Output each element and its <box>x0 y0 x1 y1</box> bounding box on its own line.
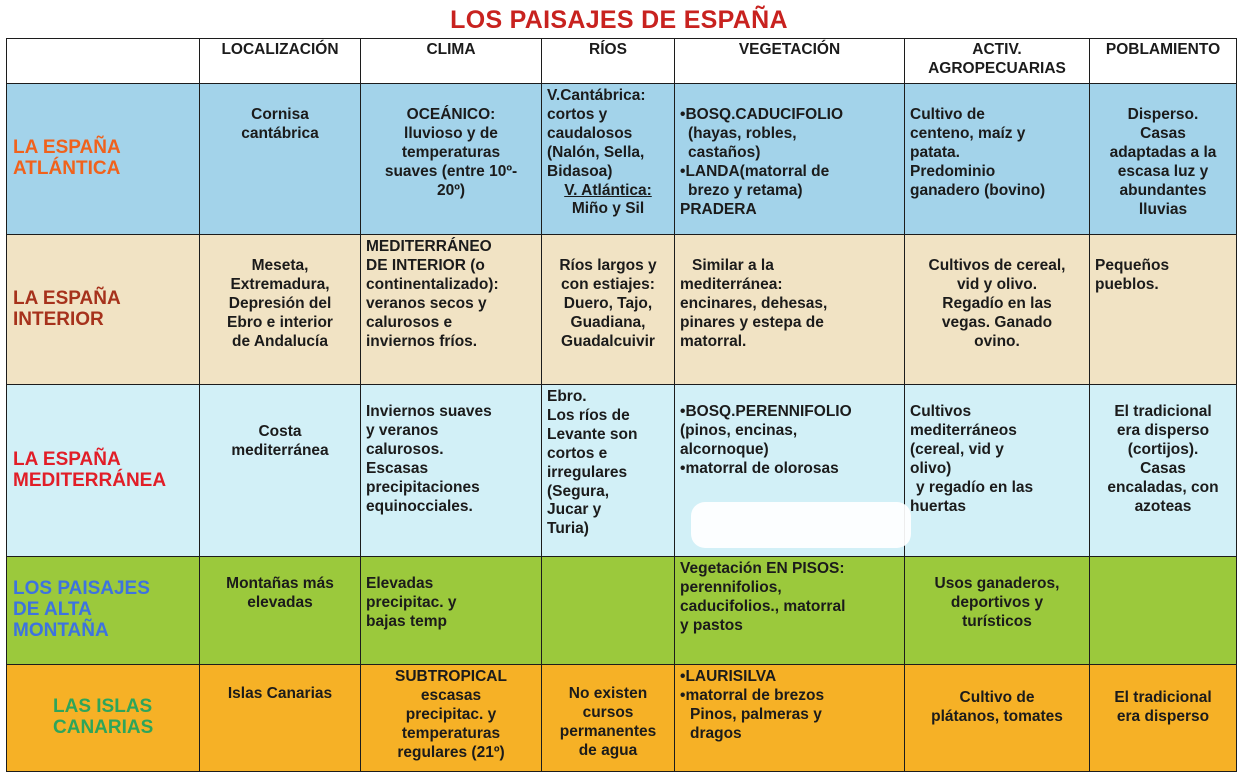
cell-line: brezo y retama) <box>688 181 803 199</box>
cell-line: vid y olivo. <box>956 275 1038 293</box>
cell-line: inviernos fríos. <box>366 332 478 350</box>
cell-line: olivo) <box>910 459 952 477</box>
cell-line: equinocciales. <box>366 497 473 515</box>
cell-line: El tradicional <box>1114 689 1212 706</box>
cell-line: dragos <box>690 724 742 742</box>
cell-localizacion <box>200 235 361 385</box>
cell-line: OCEÁNICO: <box>406 106 496 123</box>
row-label-line: LOS PAISAJES <box>13 578 150 600</box>
row-label-line: LA ESPAÑA <box>13 287 121 309</box>
cell-line: deportivos y <box>950 593 1044 611</box>
table-row-atlantica <box>7 84 1237 235</box>
header-clima: CLIMA <box>361 39 542 84</box>
cell-line: caudalosos <box>547 124 633 142</box>
cell-line: pueblos. <box>1095 275 1159 293</box>
row-label-interior <box>7 235 200 385</box>
cell-line: V. Atlántica: <box>564 181 652 199</box>
cell-line: vegas. Ganado <box>941 313 1053 331</box>
cell-actividades <box>905 665 1090 772</box>
cell-vegetacion <box>675 557 905 665</box>
cell-line: Similar a la <box>692 257 774 274</box>
cell-clima <box>361 235 542 385</box>
cell-poblamiento <box>1090 385 1237 557</box>
row-label-line: ATLÁNTICA <box>13 158 121 179</box>
cell-line: Costa <box>258 423 302 440</box>
table-row-mediterranea <box>7 385 1237 557</box>
row-label-line: MONTAÑA <box>13 619 109 641</box>
cell-clima <box>361 557 542 665</box>
cell-line: mediterráneos <box>910 421 1017 439</box>
cell-vegetacion <box>675 235 905 385</box>
cell-line: con estiajes: <box>561 275 655 293</box>
cell-line: Miño y Sil <box>571 200 645 218</box>
cell-line: Cultivo de <box>959 689 1035 706</box>
cell-actividades <box>905 385 1090 557</box>
cell-rios <box>542 385 675 557</box>
cell-line: Ebro. <box>547 388 587 405</box>
cell-line: Vegetación EN PISOS: <box>680 560 845 577</box>
cell-rios <box>542 84 675 235</box>
cell-line: El tradicional <box>1114 403 1212 420</box>
cell-line: Guadalcuivir <box>561 332 655 350</box>
cell-line: de agua <box>578 741 638 759</box>
cell-line: (pinos, encinas, <box>680 421 798 439</box>
cell-line: precipitac. y <box>405 705 497 723</box>
cell-line: Cultivos <box>910 403 972 420</box>
cell-line: Predominio <box>910 162 996 180</box>
table-row-alta-montana <box>7 557 1237 665</box>
header-poblamiento: POBLAMIENTO <box>1090 39 1237 84</box>
cell-line: continentalizado): <box>366 275 499 293</box>
cell-poblamiento <box>1090 235 1237 385</box>
cell-line: y regadío en las <box>916 478 1034 496</box>
cell-line: • matorral de brezos <box>680 687 899 706</box>
row-label-line: MEDITERRÁNEA <box>13 469 167 491</box>
cell-line: Duero, Tajo, <box>563 294 653 312</box>
table-row-interior <box>7 235 1237 385</box>
row-label-line: LAS ISLAS <box>53 696 153 718</box>
cell-line: de Andalucía <box>232 332 328 350</box>
cell-line: turísticos <box>962 612 1032 630</box>
row-label-line: LA ESPAÑA <box>13 448 121 470</box>
header-rios: RÍOS <box>542 39 675 84</box>
cell-line: Ríos largos y <box>559 257 657 274</box>
cell-localizacion <box>200 665 361 772</box>
cell-line: veranos secos y <box>366 294 487 312</box>
cell-line: regulares (21º) <box>397 743 505 761</box>
cell-line: calurosos e <box>366 313 453 331</box>
cell-vegetacion <box>675 665 905 772</box>
cell-line: era disperso <box>1116 421 1210 439</box>
cell-line: No existen <box>568 685 648 702</box>
cell-line: era disperso <box>1116 707 1210 725</box>
cell-line: DE INTERIOR (o <box>366 256 485 274</box>
cell-rios <box>542 557 675 665</box>
cell-line: PRADERA <box>680 200 757 218</box>
cell-line: • matorral de olorosas <box>680 460 899 479</box>
cell-line: (hayas, robles, <box>688 124 797 142</box>
cell-line: castaños) <box>688 143 761 161</box>
cell-line: permanentes <box>559 722 657 740</box>
cell-vegetacion <box>675 84 905 235</box>
cell-line: (cereal, vid y <box>910 440 1004 458</box>
cell-line: Usos ganaderos, <box>934 575 1060 592</box>
cell-line: lluvias <box>1138 200 1188 218</box>
row-label-line: DE ALTA <box>13 599 92 621</box>
white-smudge <box>691 502 911 548</box>
cell-line: matorral. <box>680 332 747 350</box>
cell-clima <box>361 665 542 772</box>
cell-line: V.Cantábrica: <box>547 87 646 104</box>
cell-line: • BOSQ.PERENNIFOLIO <box>680 403 899 422</box>
cell-localizacion <box>200 557 361 665</box>
header-corner <box>7 39 200 84</box>
cell-line: y pastos <box>680 616 743 634</box>
cell-line: encinares, dehesas, <box>680 294 828 312</box>
cell-line: irregulares <box>547 463 628 481</box>
cell-line: lluvioso y de <box>404 124 498 142</box>
cell-line: Montañas más <box>226 575 334 592</box>
table-row-canarias <box>7 665 1237 772</box>
cell-line: mediterránea: <box>680 275 783 293</box>
cell-line: cortos e <box>547 444 608 462</box>
cell-line: escasa luz y <box>1117 162 1209 180</box>
cell-line: Elevadas <box>366 575 434 592</box>
cell-line: y veranos <box>366 421 439 439</box>
cell-line: Pinos, palmeras y <box>690 705 822 723</box>
cell-line: MEDITERRÁNEO <box>366 238 492 255</box>
cell-actividades <box>905 235 1090 385</box>
cell-line: temperaturas <box>401 724 501 742</box>
cell-line: Regadío en las <box>942 294 1052 312</box>
cell-line: calurosos. <box>366 440 444 458</box>
cell-line: Ebro e interior <box>227 313 333 331</box>
cell-line: azoteas <box>1134 497 1192 515</box>
header-vegetacion: VEGETACIÓN <box>675 39 905 84</box>
cell-line: Depresión del <box>228 294 332 312</box>
cell-rios <box>542 665 675 772</box>
cell-line: caducifolios., matorral <box>680 597 846 615</box>
cell-line: alcornoque) <box>680 440 769 458</box>
cell-line: SUBTROPICAL <box>395 668 507 685</box>
cell-line: (Segura, <box>547 482 610 500</box>
cell-line: precipitaciones <box>366 478 480 496</box>
cell-localizacion <box>200 84 361 235</box>
cell-line: ganadero (bovino) <box>910 181 1046 199</box>
cell-line: • LAURISILVA <box>680 668 899 687</box>
cell-line: Cultivo de <box>910 106 985 123</box>
cell-line: Islas Canarias <box>227 685 333 702</box>
cell-line: cursos <box>582 703 634 721</box>
cell-line: Casas <box>1140 459 1186 477</box>
row-label-canarias <box>7 665 200 772</box>
header-localizacion: LOCALIZACIÓN <box>200 39 361 84</box>
landscapes-table <box>6 38 1237 772</box>
row-label-alta-montana <box>7 557 200 665</box>
cell-line: adaptadas a la <box>1109 143 1217 161</box>
cell-line: perennifolios, <box>680 578 782 596</box>
cell-line: Meseta, <box>251 257 309 274</box>
cell-line: Escasas <box>366 459 429 477</box>
cell-line: cantábrica <box>241 124 319 142</box>
cell-line: mediterránea <box>231 441 329 459</box>
cell-line: abundantes <box>1119 181 1207 199</box>
row-label-line: LA ESPAÑA <box>13 137 121 159</box>
header-row <box>7 39 1237 84</box>
cell-line: patata. <box>910 143 960 161</box>
cell-actividades <box>905 84 1090 235</box>
cell-actividades <box>905 557 1090 665</box>
cell-line: Levante son <box>547 425 638 443</box>
row-label-line: INTERIOR <box>13 308 104 330</box>
cell-localizacion <box>200 385 361 557</box>
cell-line: (cortijos). <box>1127 440 1199 458</box>
cell-line: 20º) <box>436 181 466 199</box>
cell-line: Disperso. <box>1127 106 1199 123</box>
cell-line: cortos y <box>547 105 608 123</box>
cell-line: ovino. <box>974 332 1020 350</box>
cell-line: Cornisa <box>251 106 309 123</box>
cell-clima <box>361 385 542 557</box>
cell-line: • BOSQ.CADUCIFOLIO <box>680 106 899 125</box>
cell-line: Cultivos de cereal, <box>928 257 1066 274</box>
cell-rios <box>542 235 675 385</box>
cell-line: encaladas, con <box>1107 478 1219 496</box>
cell-line: centeno, maíz y <box>910 124 1026 142</box>
cell-line: Inviernos suaves <box>366 403 492 420</box>
cell-line: Pequeños <box>1095 257 1170 274</box>
cell-line: precipitac. y <box>366 593 457 611</box>
cell-line: pinares y estepa de <box>680 313 824 331</box>
cell-line: Bidasoa) <box>547 162 613 180</box>
cell-line: Casas <box>1140 124 1186 142</box>
cell-clima <box>361 84 542 235</box>
cell-line: Jucar y <box>547 501 602 519</box>
row-label-mediterranea <box>7 385 200 557</box>
cell-line: Los ríos de <box>547 406 630 424</box>
cell-line: Guadiana, <box>570 313 646 331</box>
cell-line: bajas temp <box>366 612 447 630</box>
cell-line: (Nalón, Sella, <box>547 143 645 161</box>
cell-line: plátanos, tomates <box>931 707 1063 725</box>
header-actividades: ACTIV. AGROPECUARIAS <box>905 39 1090 84</box>
cell-line: huertas <box>910 497 966 515</box>
cell-line: escasas <box>420 686 482 704</box>
page-title: LOS PAISAJES DE ESPAÑA <box>450 6 788 34</box>
cell-line: Turia) <box>547 520 589 538</box>
row-label-atlantica <box>7 84 200 235</box>
cell-poblamiento <box>1090 665 1237 772</box>
cell-line: • LANDA(matorral de <box>680 163 899 182</box>
cell-poblamiento <box>1090 557 1237 665</box>
cell-line: temperaturas <box>401 143 501 161</box>
cell-line: Extremadura, <box>230 275 330 293</box>
cell-line: suaves (entre 10º- <box>384 162 518 180</box>
row-label-line: CANARIAS <box>53 717 154 738</box>
cell-poblamiento <box>1090 84 1237 235</box>
cell-line: elevadas <box>247 593 313 611</box>
